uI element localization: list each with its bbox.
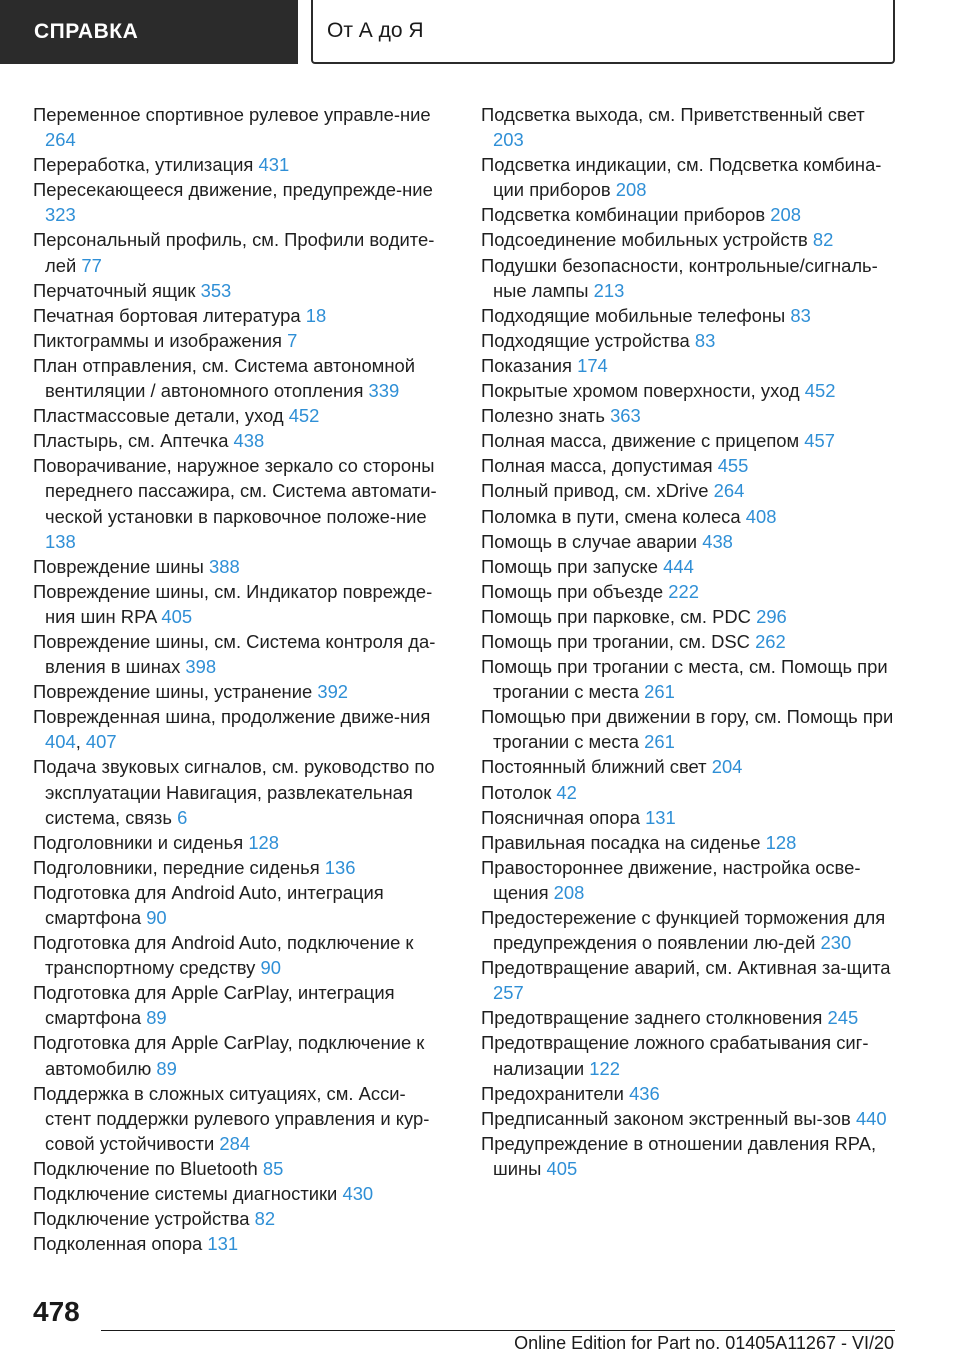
page-link[interactable]: 122 [589,1057,620,1079]
index-entry [481,529,899,554]
page-link[interactable]: 128 [248,831,280,853]
index-entry-text: Помощь при запуске [481,555,658,577]
index-entry-text: Персональный профиль, см. Профили водите-лей [33,229,435,276]
index-entry [33,579,451,629]
index-entry-text: Печатная бортовая литература [33,304,301,326]
index-entry-text: Правостороннее движение, настройка осве-щения [481,856,861,903]
index-entry [481,855,899,905]
index-entry: Поврежденная шина, продолжение движе-ния 404, 407 [33,706,431,753]
page-link[interactable]: 204 [711,756,743,778]
index-entry-text: Подготовка для Apple CarPlay, интеграция смартфона [33,982,395,1029]
index-entry [33,880,451,930]
index-entry-text: План отправления, см. Система автономной вентиляции / автономного отопления [33,354,415,402]
index-entry [481,403,899,428]
index-entry-text: Полная масса, движение с прицепом [481,430,800,452]
page-link[interactable]: 230 [820,932,852,954]
page-link[interactable]: 430 [342,1183,374,1205]
index-entry-text: Помощь при объезде [481,580,664,602]
index-entry-text: Пластмассовые детали, уход [33,405,284,427]
footer-divider [101,1330,895,1331]
index-entry [481,253,899,303]
page-link[interactable]: 257 [493,982,524,1004]
page-link[interactable]: 261 [644,681,675,703]
index-entry [481,353,899,378]
index-entry [33,1030,451,1080]
index-entry [481,378,899,403]
index-entry-text: Предостережение с функцией торможения для предупреждения о появлении лю-дей [481,907,886,954]
page-link[interactable]: 18 [305,304,327,326]
index-entry [481,579,899,604]
page-link[interactable]: 82 [812,229,834,251]
index-entry [33,328,451,353]
index-entry [33,754,451,829]
index-entry [33,152,451,177]
footer-edition: Online Edition for Part no. 01405A11267 - VI/20 [514,1333,894,1353]
index-entry-text: Покрытые хромом поверхности, уход [481,380,800,402]
page-link[interactable]: 392 [317,681,349,703]
page-link[interactable]: 208 [770,204,801,226]
index-entry [481,754,899,779]
index-entry [481,227,899,252]
index-entry [33,403,451,428]
page-link[interactable]: 363 [610,405,641,427]
page-link[interactable]: 264 [45,129,76,151]
index-entry [33,278,451,303]
index-entry [33,1231,451,1256]
index-entry-text: Подключение устройства [33,1208,250,1230]
index-entry [481,152,899,202]
index-entry [481,830,899,855]
index-entry [481,604,899,629]
index-entry-text: Показания [481,354,572,376]
index-entry [33,177,451,227]
index-entry-text: Повреждение шины, см. Система контроля да-вления в шинах [33,630,436,678]
page-link[interactable]: 77 [81,254,102,276]
page-link[interactable]: 455 [717,455,749,477]
index-entry-text: Подсоединение мобильных устройств [481,229,808,251]
index-entry-text: Поворачивание, наружное зеркало со стороны переднего пассажира, см. Система автомати-ческой установки в парковочное положе-ние [33,455,437,527]
index-entry-text: Подголовники и сиденья [33,831,244,853]
page-link[interactable]: 436 [629,1082,660,1104]
page-link[interactable]: 457 [804,430,835,452]
index-entry-text: Полная масса, допустимая [481,455,713,477]
page-link[interactable]: 398 [185,656,217,678]
page-link[interactable]: 138 [45,530,76,552]
index-entry-text: Поясничная опора [481,806,640,828]
index-entry [33,428,451,453]
index-entry-text: Переработка, утилизация [33,154,254,176]
page-link[interactable]: 440 [855,1107,887,1129]
page-link[interactable]: 296 [756,605,787,627]
page-link[interactable]: 90 [260,957,281,979]
index-entry-text: Правильная посадка на сиденье [481,831,761,853]
page-link[interactable]: 90 [146,907,167,928]
index-entry [481,303,899,328]
page-link[interactable]: 7 [287,329,298,351]
index-entry [33,1206,451,1231]
index-entry-text: Предохранители [481,1082,624,1104]
page-link[interactable]: 452 [804,380,836,402]
index-entry [33,227,451,277]
index-entry [481,654,899,704]
page-link[interactable]: 353 [200,279,232,301]
index-entry-text: Поломка в пути, смена колеса [481,505,741,527]
index-entry [33,930,451,980]
page-link[interactable]: 174 [577,354,608,376]
index-entry-text: Помощь в случае аварии [481,530,698,552]
index-entry [481,428,899,453]
index-entry-text: Подколенная опора [33,1233,203,1255]
page-link[interactable]: 284 [219,1132,251,1154]
index-entry-text: Помощью при движении в гору, см. Помощь при трогании с места [481,706,894,753]
index-entry-text: Поддержка в сложных ситуациях, см. Асси-стент поддержки рулевого управления и кур-совой устойчивости [33,1082,430,1154]
index-entry [481,1030,899,1080]
index-column-left [33,102,451,1256]
index-entry-text: Полный привод, см. xDrive [481,480,709,502]
page-link[interactable]: 136 [324,856,356,878]
page-link[interactable]: 89 [156,1057,177,1079]
page-link[interactable]: 208 [553,881,585,903]
index-entry-text: Пластырь, см. Аптечка [33,430,229,452]
index-entry [33,679,451,704]
index-entry [481,478,899,503]
page-link[interactable]: 339 [368,380,400,402]
index-entry-text: Подсветка выхода, см. Приветственный свет [481,104,865,125]
index-entry-text: Повреждение шины [33,555,204,577]
index-entry [481,202,899,227]
index-entry [33,303,451,328]
index-entry-text: Повреждение шины, устранение [33,681,313,703]
index-entry [481,780,899,805]
page-link[interactable]: 438 [702,530,733,552]
page-link[interactable]: 444 [663,555,694,577]
index-entry-text: Постоянный ближний свет [481,756,707,778]
index-entry [481,453,899,478]
page-link[interactable]: 438 [233,430,265,452]
index-entry [33,1156,451,1181]
index-entry-text: Предотвращение ложного срабатывания сиг-нализации [481,1032,869,1079]
page-link[interactable]: 203 [493,129,524,151]
index-entry-text: Подголовники, передние сиденья [33,856,320,878]
index-entry-text: Полезно знать [481,405,605,427]
page-link[interactable]: 222 [668,580,699,602]
index-entry-text: Подсветка индикации, см. Подсветка комбина-ции приборов [481,154,882,201]
page-link[interactable]: 128 [765,831,797,853]
page-link[interactable]: 323 [45,204,76,226]
index-entry [33,102,451,152]
index-entry-text: Подготовка для Apple CarPlay, подключение к автомобилю [33,1032,425,1079]
page-link[interactable]: 262 [755,630,786,652]
index-entry-text: Поврежденная шина, продолжение движе-ния [33,706,431,728]
index-entry-text: Подготовка для Android Auto, интеграция смартфона [33,881,384,928]
page-link[interactable]: 404 [45,731,76,753]
index-entry [481,955,899,1005]
page-link[interactable]: 431 [258,154,290,176]
index-entry [481,554,899,579]
index-entry-text: Подключение системы диагностики [33,1183,338,1205]
page-link[interactable]: 405 [546,1157,578,1179]
page-link[interactable]: 245 [827,1007,859,1029]
index-entry-text: Потолок [481,781,552,803]
index-entry [481,504,899,529]
index-entry [33,1181,451,1206]
index-entry [481,1081,899,1106]
index-entry [481,805,899,830]
page-link[interactable]: 42 [556,781,577,803]
page-link[interactable]: 89 [146,1007,167,1029]
page-link[interactable]: 408 [745,505,777,527]
index-entry [481,704,899,754]
index-entry-text: Подсветка комбинации приборов [481,204,766,226]
page-link[interactable]: 83 [790,304,811,326]
index-entry-text: Перчаточный ящик [33,279,196,301]
index-entry-text: Пиктограммы и изображения [33,329,282,351]
page-link[interactable]: 83 [694,329,716,351]
index-entry-text: Подключение по Bluetooth [33,1157,258,1179]
index-entry-text: Подготовка для Android Auto, подключение к транспортному средству [33,932,414,979]
index-entry-text: Переменное спортивное рулевое управле-ние [33,104,431,125]
page-link[interactable]: 452 [288,405,320,427]
index-column-right [481,102,899,1181]
index-entry [33,1081,451,1156]
index-entry [33,353,451,403]
index-entry-text: Помощь при парковке, см. PDC [481,605,751,627]
index-entry-text: Помощь при трогании с места, см. Помощь при трогании с места [481,656,888,703]
page-link[interactable]: 264 [713,480,745,502]
index-entry-text: Подушки безопасности, контрольные/сигналь-ные лампы [481,254,878,301]
index-entry-text: Подача звуковых сигналов, см. руководство по эксплуатации Навигация, развлекательная система, связь [33,756,435,828]
index-entry [481,102,899,152]
page-link[interactable]: 213 [593,279,625,301]
section-header: СПРАВКА [0,0,298,64]
index-entry-text: Повреждение шины, см. Индикатор поврежде-ния шин RPA [33,580,433,627]
index-entry [33,830,451,855]
index-entry [481,1131,899,1181]
page-link[interactable]: 405 [161,605,193,627]
index-entry-text: Предотвращение заднего столкновения [481,1007,823,1029]
index-entry [481,328,899,353]
index-entry [481,905,899,955]
page-link[interactable]: 82 [254,1208,276,1230]
page-number: 478 [33,1296,80,1327]
index-entry-text: Помощь при трогании, см. DSC [481,630,750,652]
page-link[interactable]: 131 [645,806,676,828]
page-link[interactable]: 261 [644,731,675,753]
chapter-tab: От А до Я [311,0,895,64]
page-link[interactable]: 407 [85,731,117,753]
index-entry [33,980,451,1030]
index-entry [33,453,451,553]
page-link[interactable]: 6 [177,806,188,828]
index-entry-text: Пересекающееся движение, предупрежде-ние [33,179,433,201]
index-entry [33,554,451,579]
index-entry-text: Подходящие устройства [481,329,690,351]
index-entry-text: Предупреждение в отношении давления RPA, шины [481,1132,877,1179]
index-entry-text: Предписанный законом экстренный вы-зов [481,1107,851,1129]
index-entry-text: Предотвращение аварий, см. Активная за-щита [481,957,891,979]
page-link[interactable]: 208 [615,179,647,201]
index-entry [33,855,451,880]
index-entry-text: Подходящие мобильные телефоны [481,304,786,326]
index-entry [481,1106,899,1131]
index-entry [481,1005,899,1030]
page-link[interactable]: 388 [209,555,240,577]
page-link[interactable]: 131 [207,1233,239,1255]
index-entry [481,629,899,654]
page-link[interactable]: 85 [262,1157,284,1179]
index-entry [33,629,451,679]
